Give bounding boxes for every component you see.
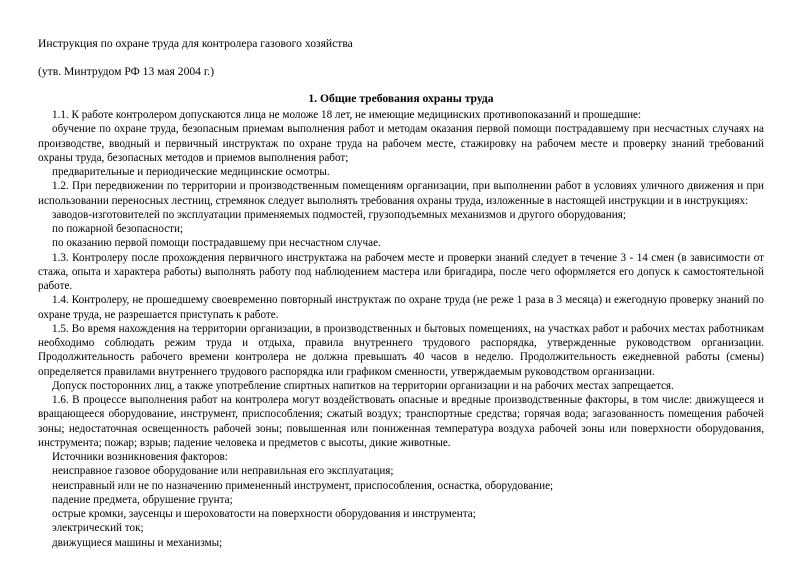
paragraph-sources: Источники возникновения факторов: — [52, 451, 228, 463]
document-approval-note: (утв. Минтрудом РФ 13 мая 2004 г.) — [38, 65, 215, 78]
list-item-gas-equipment: неисправное газовое оборудование или неправильная его эксплуатация; — [52, 465, 394, 478]
paragraph-1-3: 1.3. Контролеру после прохождения первичного инструктажа на рабочем месте и проверки знаний следует в течение 3 - 14 смен (в зависимости от стажа, опыта и характера работы) выполнять работу под наблюдением мастера или бригадира, после чего оформляется его допуск к самостоятельной работе. — [38, 251, 764, 292]
document-title: Инструкция по охране труда для контролера газового хозяйства — [38, 37, 353, 50]
document-body — [38, 108, 764, 550]
list-item-moving-machines: движущиеся машины и механизмы; — [52, 536, 223, 549]
list-item-sharp-edges: острые кромки, заусенцы и шероховатости на поверхности оборудования и инструмента; — [52, 508, 476, 520]
document-page — [38, 36, 764, 550]
paragraph-1-2: 1.2. При передвижении по территории и производственным помещениям организации, при выполнении работ в условиях уличного движения и при использовании переносных лестниц, стремянок следует выполнять требования охраны труда, изложенные в настоящей инструкции и в инструкциях: — [38, 180, 764, 207]
list-item-electric-current: электрический ток; — [52, 522, 144, 535]
section-heading: 1. Общие требования охраны труда — [308, 92, 494, 105]
paragraph-1-6: 1.6. В процессе выполнения работ на контролера могут воздействовать опасные и вредные производственные факторы, в том числе: движущееся и вращающееся оборудование, инструмент, приспособления; сжатый воздух; транспортные средства; горячая вода; загазованность помещения рабочей зоны; недостаточная освещенность рабочей зоны; повышенная или пониженная температура воздуха рабочей зоны или поверхности оборудования, инструмента; пожар; взрыв; падение человека и предметов с высоты, дикие животные. — [38, 394, 764, 449]
list-item-manufacturers: заводов-изготовителей по эксплуатации применяемых подмостей, грузоподъемных механизмов и другого оборудования; — [52, 208, 626, 221]
paragraph-1-1: 1.1. К работе контролером допускаются лица не моложе 18 лет, не имеющие медицинских противопоказаний и прошедшие: — [52, 109, 642, 121]
paragraph-1-5: 1.5. Во время нахождения на территории организации, в производственных и бытовых помещениях, на участках работ и рабочих местах работникам необходимо соблюдать режим труда и отдыха, правила внутреннего трудового распорядка, утвержденные руководством организации. Продолжительность рабочего времени контролера не должна превышать 40 часов в неделю. Продолжительность ежедневной работы (смены) определяется правилами внутреннего трудового распорядка или графиком сменности, утверждаемым руководством организации. — [38, 322, 764, 378]
paragraph-medical: предварительные и периодические медицинские осмотры. — [52, 166, 330, 178]
list-item-fire-safety: по пожарной безопасности; — [52, 223, 184, 235]
list-item-tools: неисправный или не по назначению примененный инструмент, приспособления, оснастка, оборудование; — [52, 479, 554, 492]
paragraph-visitors: Допуск посторонних лиц, а также употребление спиртных напитков на территории организации и на рабочих местах запрещается. — [52, 379, 674, 392]
paragraph-1-4: 1.4. Контролеру, не прошедшему своевременно повторный инструктаж по охране труда (не реже 1 раза в 3 месяца) и ежегодную проверку знаний по охране труда, не разрешается приступать к работе. — [38, 294, 764, 321]
list-item-first-aid: по оказанию первой помощи пострадавшему при несчастном случае. — [52, 237, 381, 250]
paragraph-training: обучение по охране труда, безопасным приемам выполнения работ и методам оказания первой помощи пострадавшему при несчастных случаях на производстве, вводный и первичный инструктаж по охране труда на рабочем месте, стажировку на рабочем месте и проверку знаний требований охраны труда, безопасных методов и приемов выполнения работ; — [38, 123, 764, 164]
list-item-falling: падение предмета, обрушение грунта; — [52, 493, 233, 506]
